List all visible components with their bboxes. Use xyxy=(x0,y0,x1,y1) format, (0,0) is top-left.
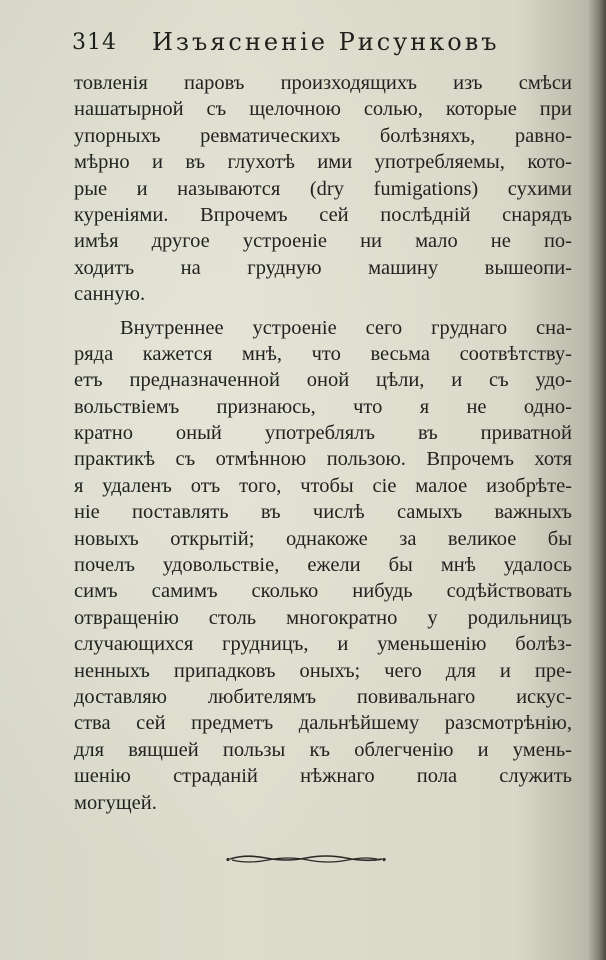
text-line: имѣя другое устроеніе ни мало не по- xyxy=(74,230,572,253)
text-line: симъ самимъ сколько нибудь содѣйствовать xyxy=(74,580,572,603)
text-line: я удаленъ отъ того, чтобы сіе малое изобрѣте- xyxy=(74,474,572,497)
paragraph-gap xyxy=(74,308,572,315)
text-line: случающихся грудницъ, и уменьшенію болѣз- xyxy=(74,633,572,656)
text-line: упорныхъ ревматическихъ болѣзняхъ, равно- xyxy=(74,124,572,147)
text-line: Внутреннее устроеніе сего груднаго сна- xyxy=(120,316,572,339)
text-line: для вящшей пользы къ облегченію и умень- xyxy=(74,738,572,761)
text-line: товленія паровъ произходящихъ изъ смѣси xyxy=(74,72,572,94)
text-line: ряда кажется мнѣ, что весьма соотвѣтству- xyxy=(74,342,572,365)
body-text xyxy=(74,70,572,816)
text-line: ніе поставлять въ числѣ самыхъ важныхъ xyxy=(74,501,572,524)
text-line: шенію страданій нѣжнаго пола служить xyxy=(74,765,572,788)
page-number: 314 xyxy=(72,30,117,55)
ornament-rule xyxy=(226,853,386,865)
text-line: почелъ удовольствіе, ежели бы мнѣ удалось xyxy=(74,554,572,577)
text-line: ства сей предметъ дальнѣйшему разсмотрѣнію, xyxy=(74,712,572,735)
text-line: вольствіемъ признаюсь, что я не одно- xyxy=(74,395,572,418)
text-line: куреніями. Впрочемъ сей послѣдній снарядъ xyxy=(74,203,572,226)
paragraph-1 xyxy=(74,70,572,308)
paragraph-2 xyxy=(74,315,572,816)
text-line: могущей. xyxy=(74,791,157,814)
text-line: мѣрно и въ глухотѣ ими употребляемы, кото- xyxy=(74,151,572,174)
text-line: ходитъ на грудную машину вышеопи- xyxy=(74,256,572,279)
text-line: практикѣ съ отмѣнною пользою. Впрочемъ хотя xyxy=(74,448,572,471)
text-line: новыхъ открытій; однакоже за великое бы xyxy=(74,527,572,550)
text-line: рые и называются (dry fumigations) сухими xyxy=(74,177,572,200)
spine-shadow xyxy=(588,0,606,960)
text-line: нашатырной съ щелочною солью, которые при xyxy=(74,98,572,121)
page-header xyxy=(72,28,572,62)
text-line: санную. xyxy=(74,283,146,306)
text-line: доставляю любителямъ повивальнаго искус- xyxy=(74,685,572,708)
text-line: отвращенію столь многократно у родильницъ xyxy=(74,606,572,629)
text-line: етъ предназначенной оной цѣли, и съ удо- xyxy=(74,369,572,392)
text-line: кратно оный употреблялъ въ приватной xyxy=(74,422,572,445)
running-head: Изъясненіе Рисунковъ xyxy=(152,28,500,56)
text-line: ненныхъ припадковъ оныхъ; чего для и пре- xyxy=(74,659,572,682)
